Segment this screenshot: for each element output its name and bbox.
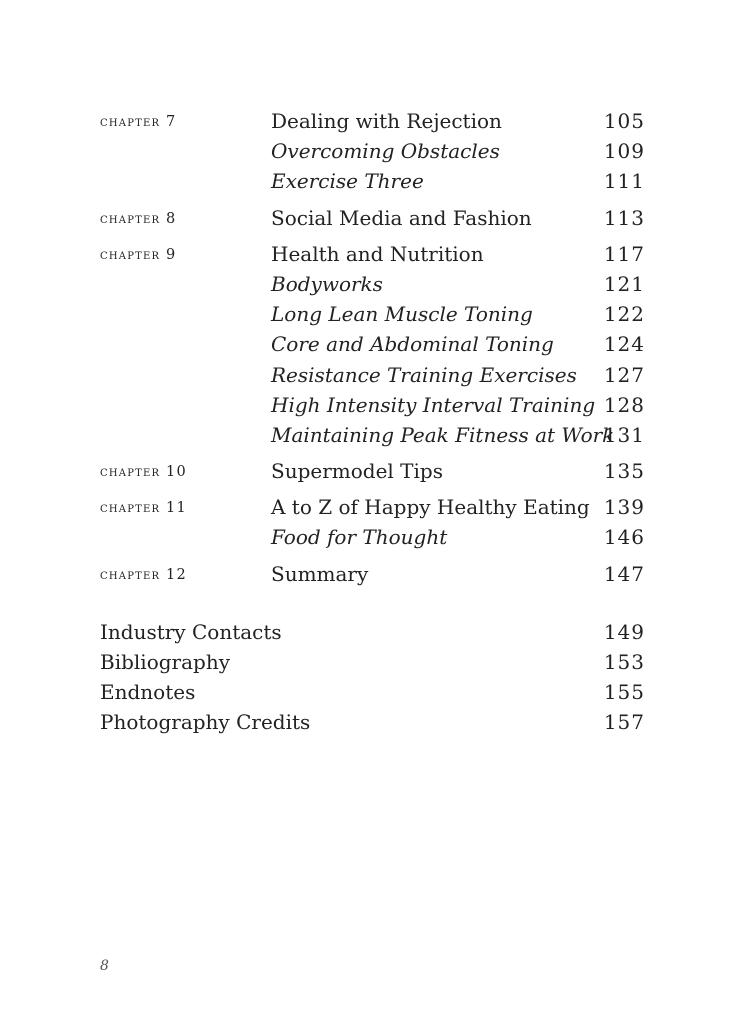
page-number: 147 bbox=[603, 561, 645, 586]
entry-title: Supermodel Tips bbox=[271, 459, 443, 484]
toc-entry bbox=[100, 203, 645, 233]
page-number: 113 bbox=[603, 205, 645, 230]
chapter-group bbox=[100, 203, 645, 233]
entry-title: Industry Contacts bbox=[100, 620, 282, 644]
toc-entry bbox=[100, 522, 645, 552]
chapter-group bbox=[100, 106, 645, 197]
backmatter-entry bbox=[100, 707, 645, 737]
toc-entry bbox=[100, 390, 645, 420]
page-number: 128 bbox=[603, 392, 645, 417]
entry-title: Summary bbox=[271, 561, 369, 586]
toc-entry bbox=[100, 166, 645, 196]
page-number: 121 bbox=[603, 271, 645, 296]
entry-title: Food for Thought bbox=[271, 525, 448, 550]
backmatter-list bbox=[100, 617, 645, 737]
entry-title: Core and Abdominal Toning bbox=[271, 332, 554, 357]
toc-entry bbox=[100, 329, 645, 359]
page-number: 117 bbox=[603, 241, 645, 266]
toc-entry bbox=[100, 456, 645, 486]
toc-entry bbox=[100, 299, 645, 329]
page-number: 146 bbox=[603, 525, 645, 550]
page-number: 135 bbox=[603, 459, 645, 484]
entry-title: Dealing with Rejection bbox=[271, 109, 502, 133]
toc-entry bbox=[100, 269, 645, 299]
page-number: 149 bbox=[603, 620, 645, 644]
backmatter-entry bbox=[100, 677, 645, 707]
entry-title: Exercise Three bbox=[271, 169, 424, 194]
toc-entry bbox=[100, 106, 645, 136]
entry-title: Endnotes bbox=[100, 680, 196, 704]
page-number: 139 bbox=[603, 495, 645, 520]
entry-title: Social Media and Fashion bbox=[271, 205, 532, 230]
entry-title: Overcoming Obstacles bbox=[271, 139, 500, 164]
entry-title: Long Lean Muscle Toning bbox=[271, 302, 533, 327]
toc-entry bbox=[100, 492, 645, 522]
page-number: 124 bbox=[603, 332, 645, 357]
page-number: 105 bbox=[603, 109, 645, 133]
entry-title: High Intensity Interval Training bbox=[271, 392, 596, 417]
entry-title: Health and Nutrition bbox=[271, 241, 484, 266]
chapter-group bbox=[100, 492, 645, 552]
page-number: 127 bbox=[603, 362, 645, 387]
page-number: 111 bbox=[603, 169, 645, 194]
page-number: 131 bbox=[603, 422, 645, 447]
table-of-contents bbox=[100, 106, 645, 595]
chapter-label: chapter 8 bbox=[100, 210, 177, 227]
chapter-label: chapter 7 bbox=[100, 114, 177, 130]
chapter-group bbox=[100, 559, 645, 589]
toc-entry bbox=[100, 420, 645, 450]
page-number: 155 bbox=[603, 680, 645, 704]
entry-title: Resistance Training Exercises bbox=[271, 362, 577, 387]
entry-title: Bibliography bbox=[100, 650, 230, 674]
page-number: 109 bbox=[603, 139, 645, 164]
chapter-label: chapter 10 bbox=[100, 464, 187, 481]
chapter-label: chapter 12 bbox=[100, 566, 187, 583]
page-number: 122 bbox=[603, 302, 645, 327]
entry-title: Bodyworks bbox=[271, 271, 383, 296]
backmatter-entry bbox=[100, 617, 645, 647]
chapter-label: chapter 9 bbox=[100, 246, 177, 263]
toc-entry bbox=[100, 136, 645, 166]
entry-title: A to Z of Happy Healthy Eating bbox=[271, 495, 590, 520]
page-folio: 8 bbox=[100, 958, 109, 974]
page-number: 153 bbox=[603, 650, 645, 674]
chapter-label: chapter 11 bbox=[100, 500, 187, 517]
entry-title: Maintaining Peak Fitness at Work bbox=[271, 422, 615, 447]
chapter-group bbox=[100, 456, 645, 486]
entry-title: Photography Credits bbox=[100, 710, 311, 734]
toc-entry bbox=[100, 239, 645, 269]
toc-entry bbox=[100, 559, 645, 589]
chapter-group bbox=[100, 239, 645, 450]
backmatter-entry bbox=[100, 647, 645, 677]
page-number: 157 bbox=[603, 710, 645, 734]
toc-entry bbox=[100, 360, 645, 390]
